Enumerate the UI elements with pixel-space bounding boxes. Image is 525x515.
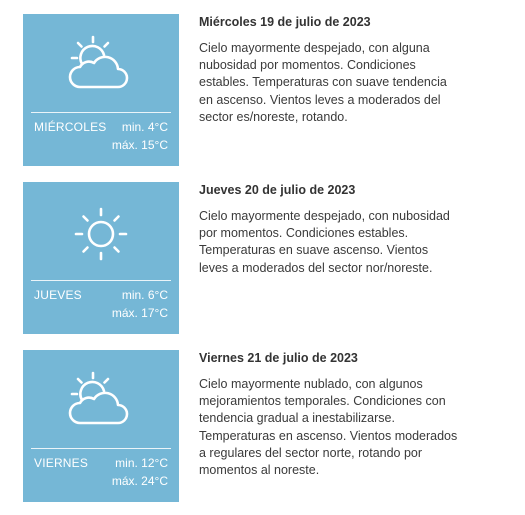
min-temperature: min. 12°C xyxy=(115,456,168,470)
forecast-card xyxy=(23,14,179,166)
min-temperature: min. 6°C xyxy=(121,288,168,302)
card-divider xyxy=(31,112,171,113)
forecast-date: Jueves 20 de julio de 2023 xyxy=(199,183,356,197)
forecast-item xyxy=(23,350,503,502)
forecast-card xyxy=(23,350,179,502)
forecast-description: Cielo mayormente despejado, con nubosidad por momentos. Condiciones estables. Temperaturas en suave ascenso. Vientos leves a moderados del sector nor/noreste. xyxy=(199,209,450,275)
sun-icon xyxy=(66,199,136,269)
forecast-info xyxy=(199,182,459,277)
forecast-item xyxy=(23,182,503,334)
min-temperature: min. 4°C xyxy=(121,120,168,134)
partly-cloudy-icon xyxy=(66,31,136,101)
max-temperature: máx. 15°C xyxy=(111,138,168,152)
forecast-card xyxy=(23,182,179,334)
max-temperature: máx. 24°C xyxy=(111,474,168,488)
forecast-date: Miércoles 19 de julio de 2023 xyxy=(199,15,371,29)
forecast-item xyxy=(23,14,503,166)
forecast-description: Cielo mayormente despejado, con alguna nubosidad por momentos. Condiciones estables. Temperaturas con suave tendencia en ascenso. Vientos leves a moderados del sector es/noreste, rotando. xyxy=(199,41,447,124)
card-divider xyxy=(31,280,171,281)
partly-cloudy-icon xyxy=(66,367,136,437)
day-label: JUEVES xyxy=(34,288,82,302)
card-divider xyxy=(31,448,171,449)
forecast-date: Viernes 21 de julio de 2023 xyxy=(199,351,358,365)
forecast-info xyxy=(199,14,459,126)
day-label: MIÉRCOLES xyxy=(34,120,107,134)
forecast-info xyxy=(199,350,459,479)
max-temperature: máx. 17°C xyxy=(111,306,168,320)
forecast-description: Cielo mayormente nublado, con algunos mejoramientos temporales. Condiciones con tendencia gradual a inestabilizarse. Temperaturas en ascenso. Vientos moderados a regulares del sector norte, rotando por momentos al noreste. xyxy=(199,377,458,478)
day-label: VIERNES xyxy=(34,456,89,470)
